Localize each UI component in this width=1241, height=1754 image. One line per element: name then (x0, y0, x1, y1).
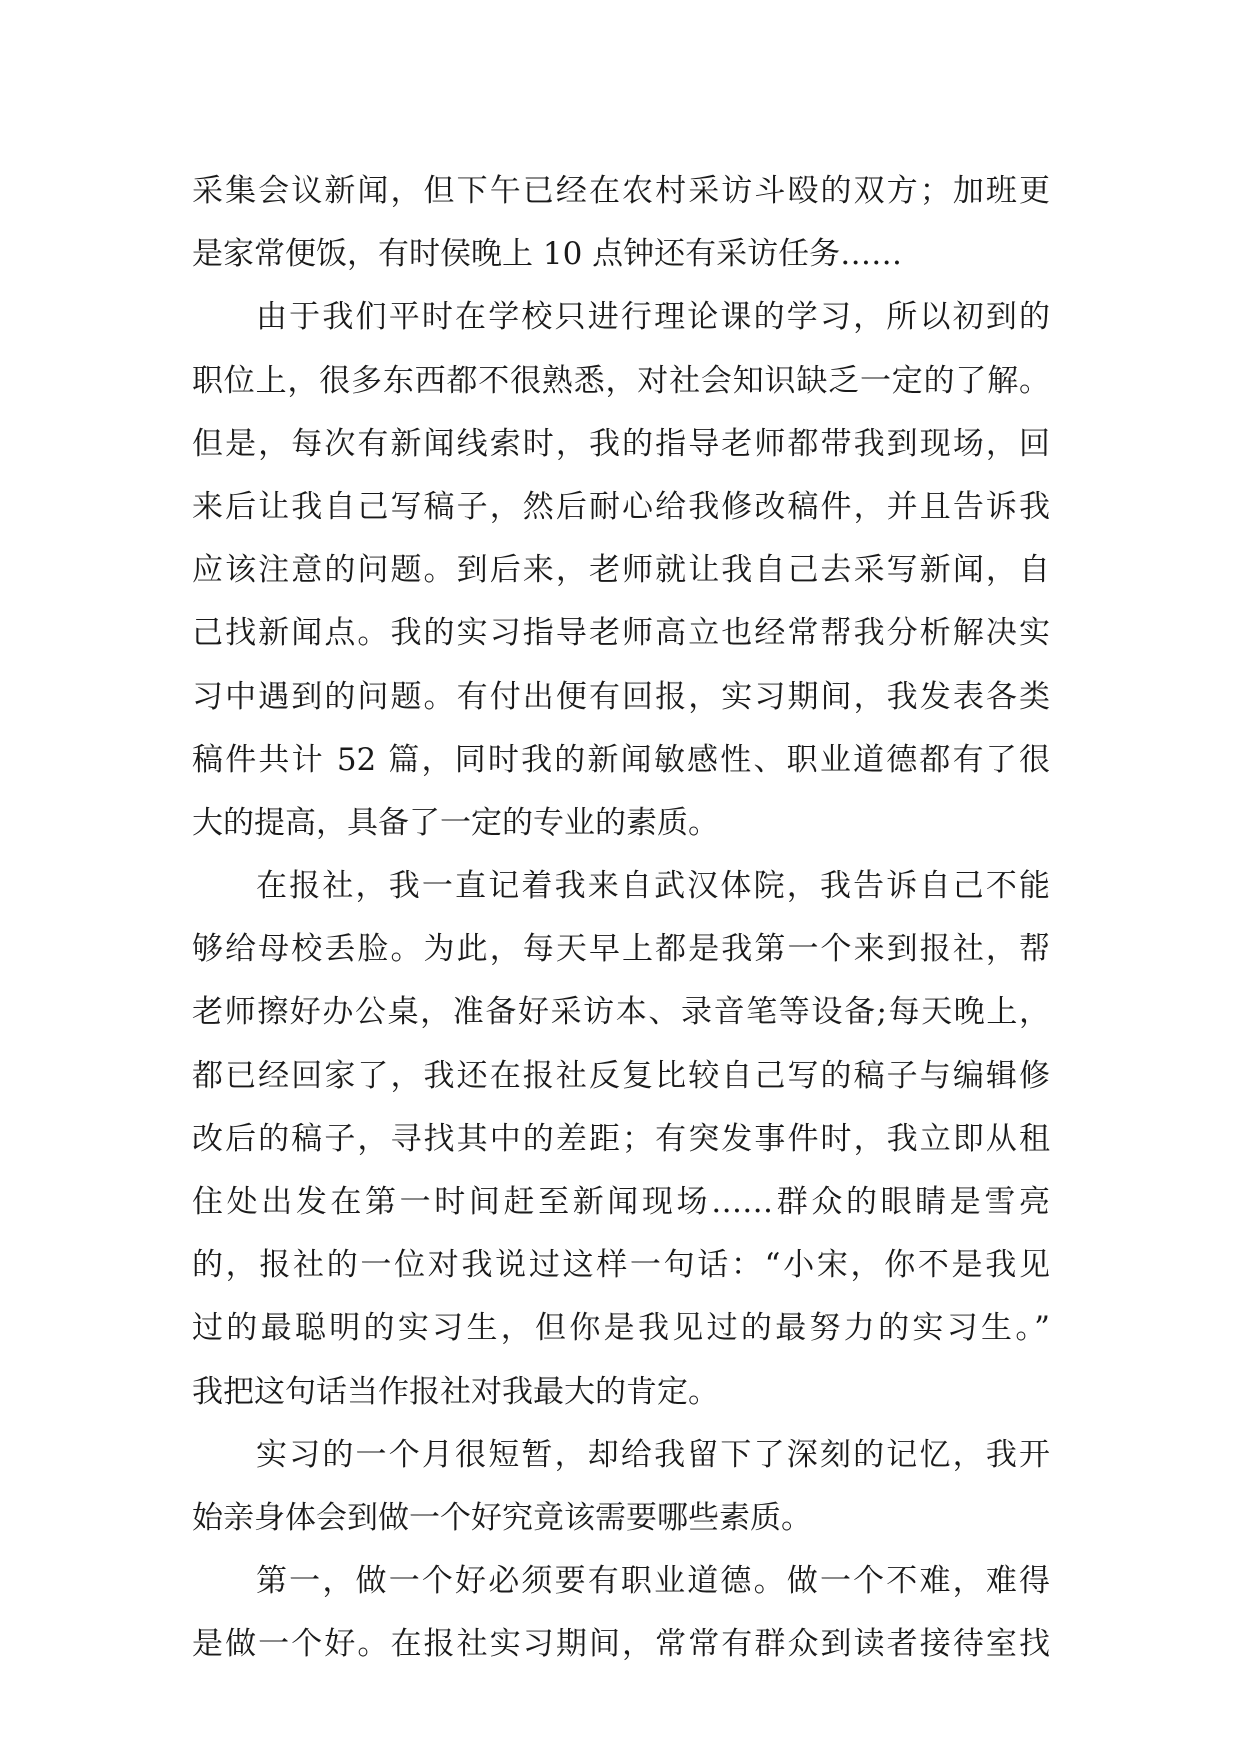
text-line: 职位上，很多东西都不很熟悉，对社会知识缺乏一定的了解。 (192, 362, 1050, 399)
text-line: 改后的稿子，寻找其中的差距；有突发事件时，我立即从租 (192, 1120, 1050, 1157)
text-line: 我把这句话当作报社对我最大的肯定。 (192, 1373, 719, 1410)
text-line: 大的提高，具备了一定的专业的素质。 (192, 804, 719, 841)
text-line: 应该注意的问题。到后来，老师就让我自己去采写新闻，自 (192, 552, 1050, 589)
text-line: 是做一个好。在报社实习期间，常常有群众到读者接待室找 (192, 1626, 1050, 1663)
text-line: 是家常便饭，有时侯晚上 10 点钟还有采访任务…… (192, 236, 903, 273)
text-line: 在报社，我一直记着我来自武汉体院，我告诉自己不能 (256, 868, 1050, 905)
text-line: 都已经回家了，我还在报社反复比较自己写的稿子与编辑修 (192, 1057, 1050, 1094)
text-line: 老师擦好办公桌，准备好采访本、录音笔等设备;每天晚上， (192, 994, 1050, 1031)
text-line: 来后让我自己写稿子，然后耐心给我修改稿件，并且告诉我 (192, 488, 1050, 525)
text-line: 够给母校丢脸。为此，每天早上都是我第一个来到报社，帮 (192, 931, 1050, 968)
text-line: 的，报社的一位对我说过这样一句话：“小宋，你不是我见 (192, 1247, 1050, 1284)
text-line: 始亲身体会到做一个好究竟该需要哪些素质。 (192, 1499, 812, 1536)
text-line: 采集会议新闻，但下午已经在农村采访斗殴的双方；加班更 (192, 173, 1050, 209)
text-line: 住处出发在第一时间赶至新闻现场……群众的眼睛是雪亮 (192, 1184, 1050, 1220)
text-line: 己找新闻点。我的实习指导老师高立也经常帮我分析解决实 (192, 615, 1050, 652)
text-line: 由于我们平时在学校只进行理论课的学习，所以初到的 (256, 299, 1050, 336)
document-body (192, 160, 1050, 1677)
text-line: 但是，每次有新闻线索时，我的指导老师都带我到现场，回 (192, 425, 1050, 462)
text-line: 实习的一个月很短暂，却给我留下了深刻的记忆，我开 (256, 1436, 1050, 1473)
text-line: 第一，做一个好必须要有职业道德。做一个不难，难得 (256, 1563, 1050, 1600)
text-line: 稿件共计 52 篇，同时我的新闻敏感性、职业道德都有了很 (192, 741, 1050, 778)
text-line: 习中遇到的问题。有付出便有回报，实习期间，我发表各类 (192, 678, 1050, 715)
text-line: 过的最聪明的实习生，但你是我见过的最努力的实习生。” (192, 1310, 1050, 1347)
